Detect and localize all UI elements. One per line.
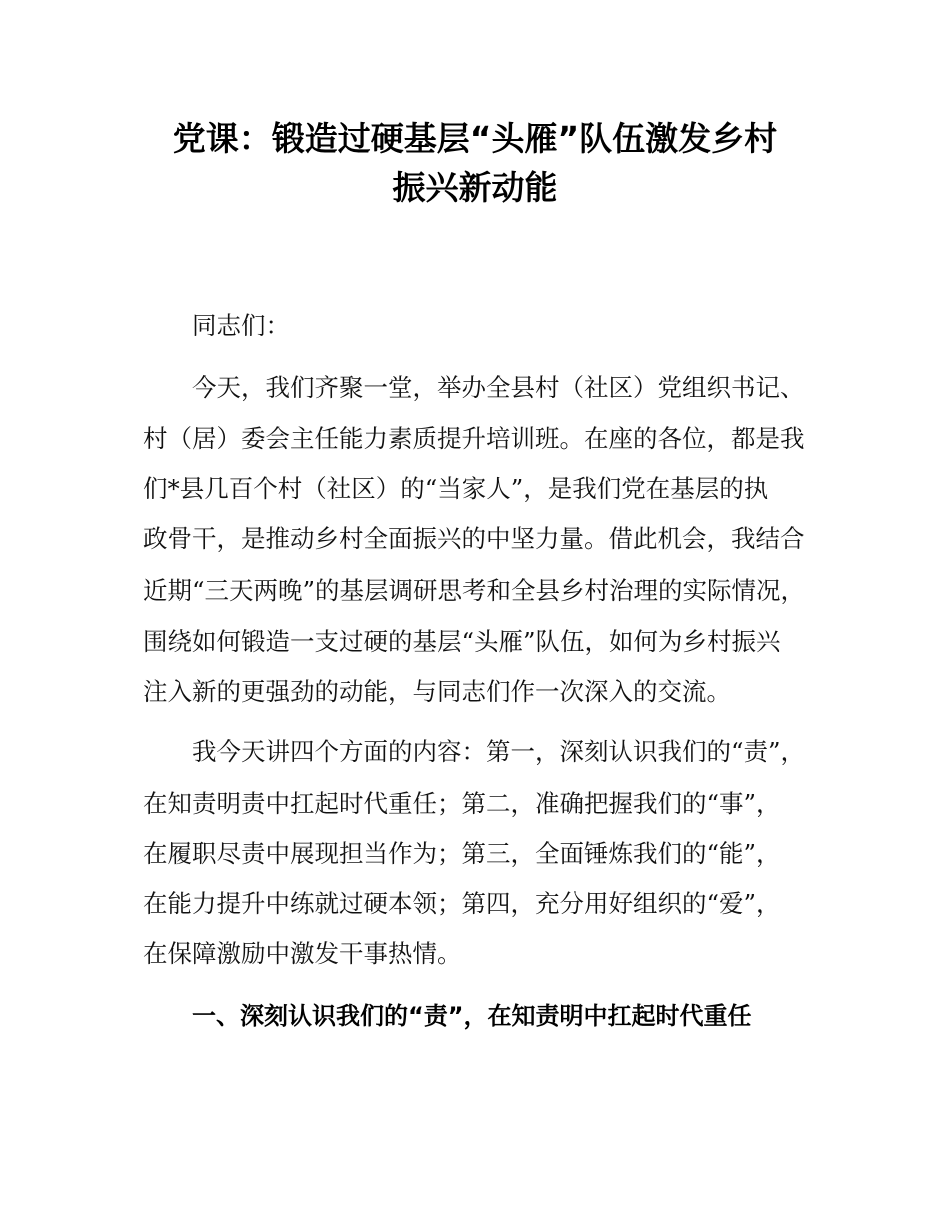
- salutation: 同志们：: [192, 311, 290, 340]
- paragraph-1-line-1: 今天，我们齐聚一堂，举办全县村（社区）党组织书记、: [192, 373, 805, 402]
- paragraph-1-line-6: 围绕如何锻造一支过硬的基层“头雁”队伍，如何为乡村振兴: [143, 627, 781, 656]
- document-title-line-1: 党课：锻造过硬基层“头雁”队伍激发乡村: [172, 119, 778, 158]
- paragraph-2-line-4: 在能力提升中练就过硬本领；第四，充分用好组织的“爱”，: [143, 889, 781, 918]
- paragraph-1-line-2: 村（居）委会主任能力素质提升培训班。在座的各位，都是我: [143, 424, 805, 453]
- paragraph-2-line-2: 在知责明责中扛起时代重任；第二，准确把握我们的“事”，: [143, 789, 781, 818]
- section-heading-1: 一、深刻认识我们的“责”，在知责明中扛起时代重任: [192, 1002, 752, 1030]
- paragraph-1-line-7: 注入新的更强劲的动能，与同志们作一次深入的交流。: [143, 677, 731, 706]
- document-title-line-2: 振兴新动能: [392, 168, 558, 207]
- paragraph-1-line-3: 们*县几百个村（社区）的“当家人”，是我们党在基层的执: [143, 474, 769, 503]
- paragraph-1-line-4: 政骨干，是推动乡村全面振兴的中坚力量。借此机会，我结合: [143, 524, 805, 553]
- paragraph-2-line-1: 我今天讲四个方面的内容：第一，深刻认识我们的“责”，: [192, 737, 806, 766]
- paragraph-2-line-5: 在保障激励中激发干事热情。: [143, 939, 462, 968]
- paragraph-2-line-3: 在履职尽责中展现担当作为；第三，全面锤炼我们的“能”，: [143, 839, 781, 868]
- paragraph-1-line-5: 近期“三天两晚”的基层调研思考和全县乡村治理的实际情况，: [143, 576, 806, 605]
